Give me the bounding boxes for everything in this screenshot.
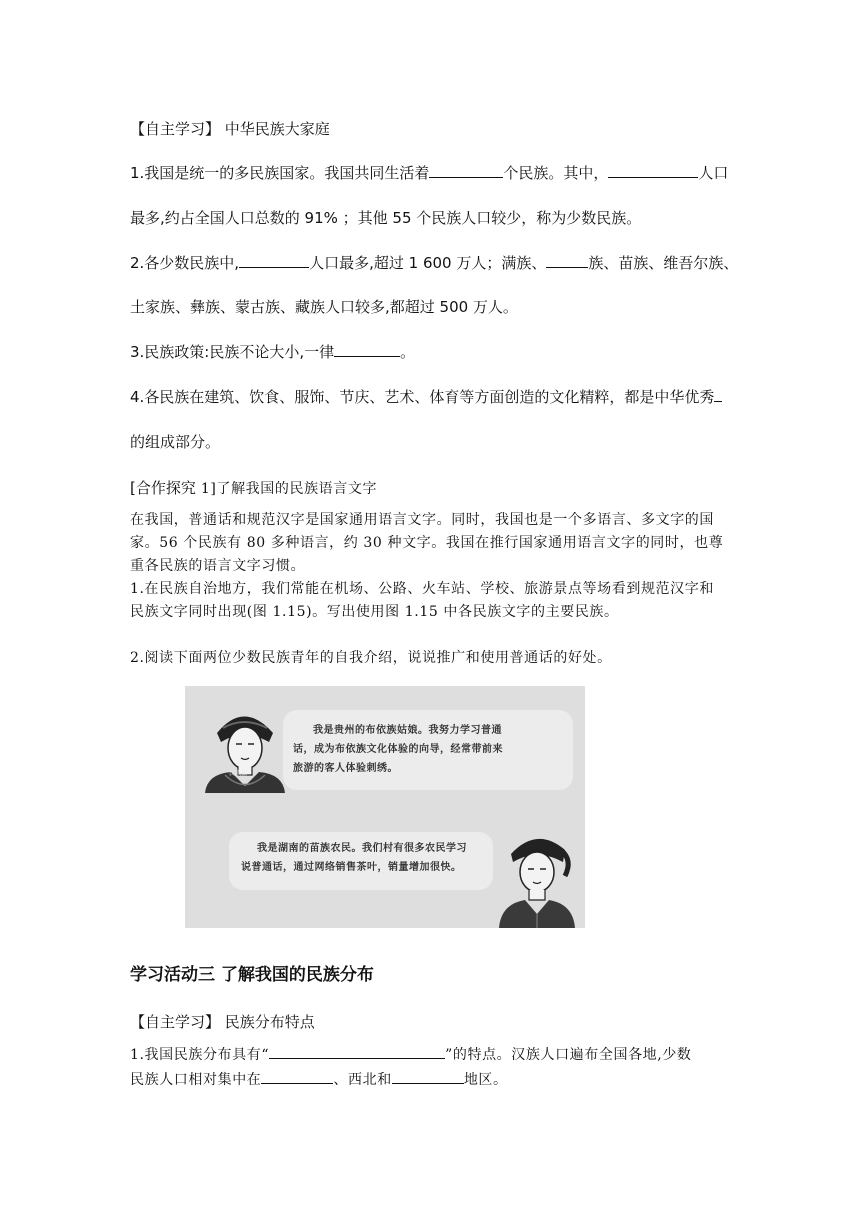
blank-nation-name[interactable] xyxy=(546,253,588,268)
question-2-line-2 xyxy=(130,297,518,317)
explore-title: 1]了解我国的民族语言文字 xyxy=(195,481,378,497)
q1-text-b: 个民族。其中， xyxy=(503,164,609,182)
explore-question-2: 2.阅读下面两位少数民族青年的自我介绍，说说推广和使用普通话的好处。 xyxy=(130,650,612,666)
explore-tag: [合作探究 xyxy=(130,479,196,497)
a3-q1-text-d: 、西北和 xyxy=(333,1072,392,1088)
activity-3-heading: 学习活动三 了解我国的民族分布 xyxy=(130,965,374,985)
blank-culture[interactable] xyxy=(714,387,722,402)
question-3 xyxy=(130,342,415,362)
q1-text-a: 1.我国是统一的多民族国家。我国共同生活着 xyxy=(130,164,430,182)
a3-q1-text-e: 地区。 xyxy=(463,1072,508,1088)
blank-nation-count[interactable] xyxy=(429,163,503,178)
explore-paragraph-line-1: 在我国，普通话和规范汉字是国家通用语言文字。同时，我国也是一个多语言、多文字的国 xyxy=(130,512,714,528)
heading-text: 【自主学习】 中华民族大家庭 xyxy=(130,120,330,138)
explore-question-1-line-1: 1.在民族自治地方，我们常能在机场、公路、火车站、学校、旅游景点等场看到规范汉字和 xyxy=(130,581,714,597)
heading-self-study xyxy=(130,119,330,139)
a3-q1-text-b: ”的特点。汉族人口遍布全国各地,少数 xyxy=(445,1047,692,1063)
sub-heading-text: 【自主学习】 民族分布特点 xyxy=(130,1013,315,1031)
blank-region-1[interactable] xyxy=(261,1069,333,1084)
q2-text-a: 2.各少数民族中, xyxy=(130,254,240,272)
activity-3-sub-heading xyxy=(130,1012,315,1032)
question-2-line-1 xyxy=(130,253,738,273)
question-4-line-2 xyxy=(130,432,220,452)
bubble-buyi-line-1: 我是贵州的布依族姑娘。我努力学习普通 xyxy=(313,725,502,736)
question-1-line-2 xyxy=(130,208,641,228)
badge-label: 民族服 xyxy=(229,770,248,777)
explore-question-1-line-2: 民族文字同时出现(图 1.15)。写出使用图 1.15 中各民族文字的主要民族。 xyxy=(130,604,619,620)
blank-region-2[interactable] xyxy=(392,1069,464,1084)
q2-text-d: 土家族、彝族、蒙古族、藏族人口较多,都超过 500 万人。 xyxy=(130,298,518,316)
q3-text-b: 。 xyxy=(400,343,416,361)
activity-3-question-1-line-1 xyxy=(130,1044,692,1065)
a3-q1-text-a: 1.我国民族分布具有“ xyxy=(130,1047,270,1063)
blank-majority-group[interactable] xyxy=(608,163,698,178)
blank-largest-minority[interactable] xyxy=(239,253,309,268)
explore-paragraph-line-2: 家。56 个民族有 80 多种语言，约 30 种文字。我国在推行国家通用语言文字的同时，也尊 xyxy=(130,535,724,551)
self-introduction-figure xyxy=(185,686,585,928)
explore-paragraph-line-3: 重各民族的语言文字习惯。 xyxy=(130,558,306,574)
q1-text-c: 人口 xyxy=(698,164,729,182)
q2-text-c: 族、苗族、维吾尔族、 xyxy=(588,254,739,272)
blank-distribution-feature[interactable] xyxy=(269,1044,445,1059)
question-4-line-1 xyxy=(130,387,722,407)
blank-equality[interactable] xyxy=(334,342,400,357)
explore-heading xyxy=(130,478,377,499)
question-1-line-1 xyxy=(130,163,728,183)
q4-text-b: 的组成部分。 xyxy=(130,433,221,451)
q2-text-b: 人口最多,超过 1 600 万人；满族、 xyxy=(309,254,547,272)
activity-3-question-1-line-2 xyxy=(130,1069,508,1090)
q3-text-a: 3.民族政策:民族不论大小,一律 xyxy=(130,343,335,361)
bubble-buyi-line-2: 话，成为布依族文化体验的向导，经常带前来 xyxy=(293,744,503,755)
q1-text-d: 最多,约占全国人口总数的 91% ；其他 55 个民族人口较少，称为少数民族。 xyxy=(130,209,642,227)
a3-q1-text-c: 民族人口相对集中在 xyxy=(130,1072,262,1088)
bubble-buyi-line-3: 旅游的客人体验刺绣。 xyxy=(293,763,398,774)
bubble-miao-line-1: 我是湖南的苗族农民。我们村有很多农民学习 xyxy=(257,843,467,854)
man-portrait-icon xyxy=(493,824,581,928)
q4-text-a: 4.各民族在建筑、饮食、服饰、节庆、艺术、体育等方面创造的文化精粹，都是中华优秀 xyxy=(130,388,715,406)
woman-portrait-icon xyxy=(197,698,292,793)
bubble-miao-line-2: 说普通话，通过网络销售茶叶，销量增加很快。 xyxy=(241,862,462,873)
